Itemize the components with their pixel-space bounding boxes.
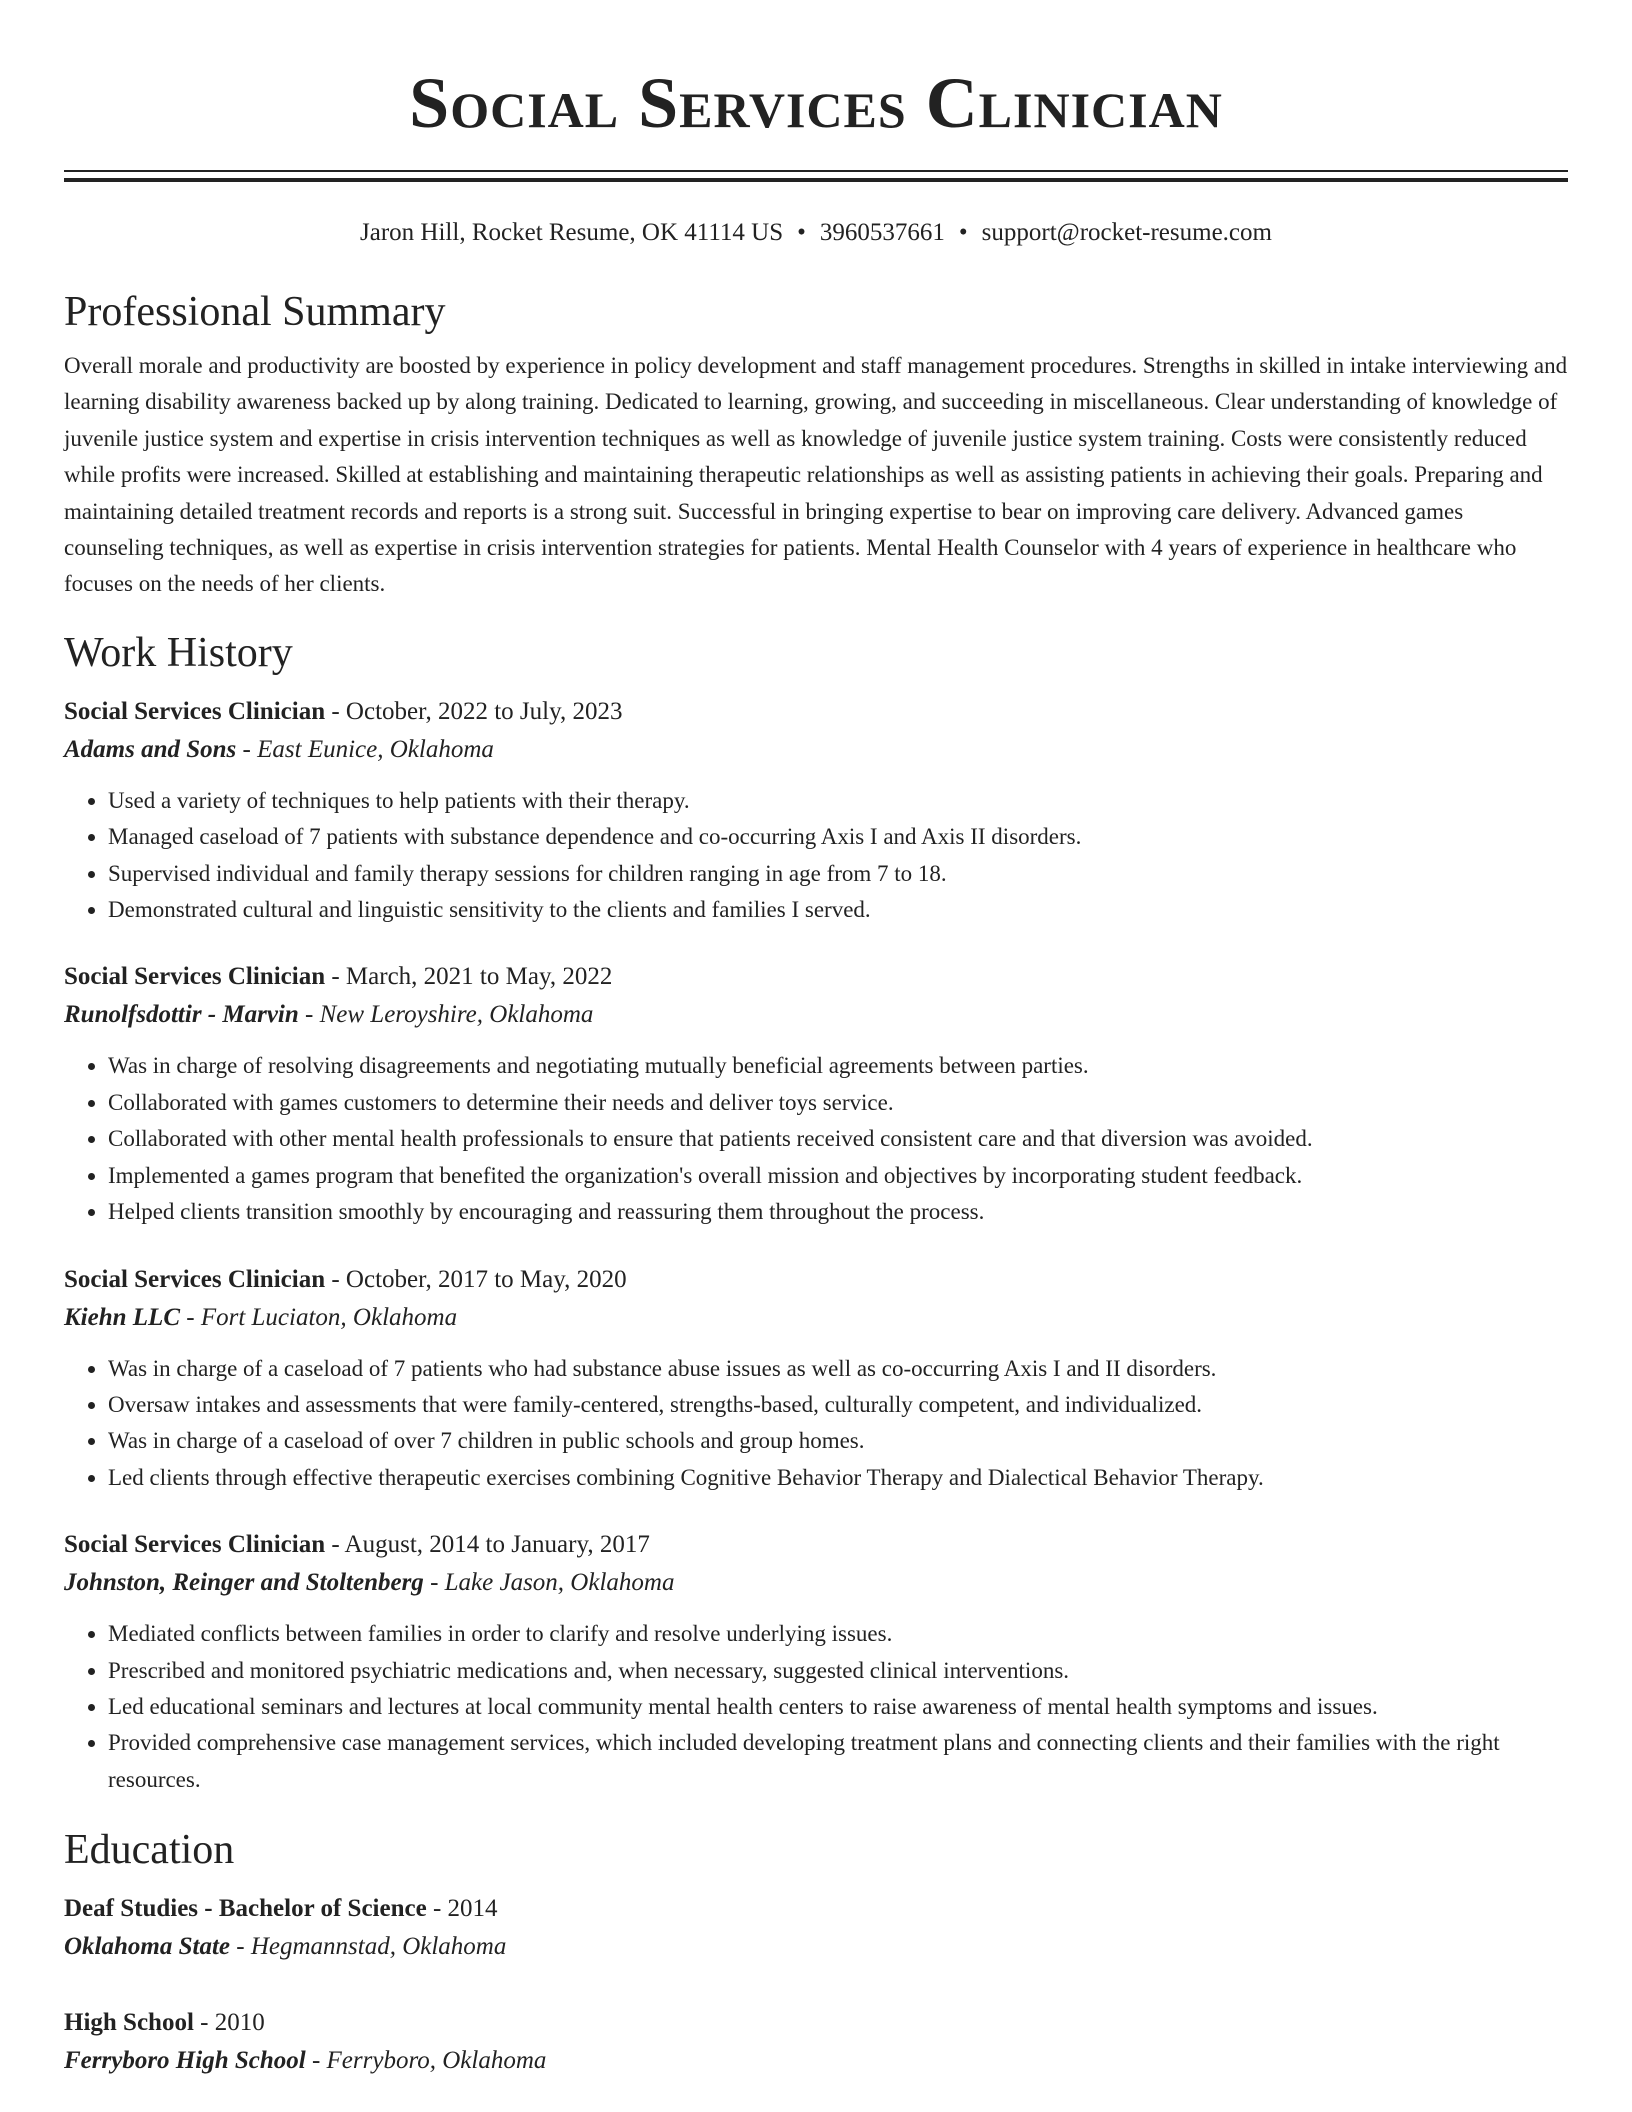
work-history-heading: Work History bbox=[64, 629, 293, 676]
job-bullet: • Collaborated with other mental health professionals to ensure that patients received consistent care and that diversion was avoided. bbox=[108, 1121, 1568, 1157]
contact-separator: • bbox=[958, 219, 968, 246]
job-title-line bbox=[64, 1261, 1568, 1299]
degree-line bbox=[64, 2004, 1568, 2042]
contact-line bbox=[64, 216, 1568, 250]
job-bullet: • Collaborated with games customers to determine their needs and deliver toys service. bbox=[108, 1085, 1568, 1121]
job-location: - East Eunice, Oklahoma bbox=[236, 735, 494, 763]
job-bullet: • Provided comprehensive case management services, which included developing treatment plans and connecting clients and their families with the right resources. bbox=[108, 1725, 1568, 1798]
degree-year: - 2014 bbox=[426, 1895, 498, 1923]
job-title-line bbox=[64, 693, 1568, 731]
degree-year: - 2010 bbox=[193, 2009, 265, 2037]
job-bullet: • Was in charge of resolving disagreements and negotiating mutually beneficial agreements between parties. bbox=[108, 1048, 1568, 1084]
summary-text: Overall morale and productivity are boosted by experience in policy development and staff management procedures. Strengths in skilled in intake interviewing and learning disability awareness backed up by along training. Dedicated to learning, growing, and succeeding in miscellaneous. Clear understanding of knowledge of juvenile justice system and expertise in crisis intervention techniques as well as knowledge of juvenile justice system training. Costs were consistently reduced while profits were increased. Skilled at establishing and maintaining therapeutic relationships as well as assisting patients in achieving their goals. Preparing and maintaining detailed treatment records and reports is a strong suit. Successful in bringing expertise to bear on improving care delivery. Advanced games counseling techniques, as well as expertise in crisis intervention strategies for patients. Mental Health Counselor with 4 years of experience in healthcare who focuses on the needs of her clients. bbox=[64, 353, 1568, 597]
contact-phone: 3960537661 bbox=[819, 219, 945, 246]
job-entry bbox=[64, 1261, 1568, 1497]
job-title-line bbox=[64, 1526, 1568, 1564]
job-dates: - October, 2017 to May, 2020 bbox=[325, 1265, 627, 1293]
contact-separator: • bbox=[797, 219, 806, 246]
job-bullets bbox=[64, 783, 1568, 929]
title-divider bbox=[64, 170, 1568, 182]
job-title: Social Services Clinician bbox=[64, 697, 326, 725]
job-bullet: • Demonstrated cultural and linguistic sensitivity to the clients and families I served. bbox=[108, 892, 1568, 928]
job-title: Social Services Clinician bbox=[64, 1531, 326, 1559]
school-line bbox=[64, 2042, 1568, 2080]
school-location: - Ferryboro, Oklahoma bbox=[305, 2047, 547, 2075]
job-location: - New Leroyshire, Oklahoma bbox=[298, 1001, 594, 1029]
job-bullet: • Supervised individual and family therapy sessions for children ranging in age from 7 to 18. bbox=[108, 856, 1568, 892]
job-bullet: • Oversaw intakes and assessments that were family-centered, strengths-based, culturally competent, and individualized. bbox=[108, 1387, 1568, 1423]
job-location: - Lake Jason, Oklahoma bbox=[423, 1569, 675, 1597]
job-entry bbox=[64, 1526, 1568, 1798]
job-company: Kiehn LLC bbox=[64, 1303, 180, 1331]
job-bullets bbox=[64, 1616, 1568, 1798]
job-bullet: • Mediated conflicts between families in order to clarify and resolve underlying issues. bbox=[108, 1616, 1568, 1652]
degree-name: Deaf Studies - Bachelor of Science bbox=[64, 1895, 427, 1923]
job-company: Runolfsdottir - Marvin bbox=[64, 1001, 299, 1029]
job-title: Social Services Clinician bbox=[64, 963, 326, 991]
job-company-line bbox=[64, 731, 1568, 769]
education-entry bbox=[64, 1890, 1568, 1966]
job-bullet: • Led clients through effective therapeutic exercises combining Cognitive Behavior Therapy and Dialectical Behavior Therapy. bbox=[108, 1460, 1568, 1496]
job-entry bbox=[64, 693, 1568, 929]
education-heading: Education bbox=[64, 1827, 235, 1874]
job-company-line bbox=[64, 996, 1568, 1034]
job-dates: - August, 2014 to January, 2017 bbox=[325, 1531, 650, 1559]
education-entry bbox=[64, 2004, 1568, 2080]
job-title-line bbox=[64, 958, 1568, 996]
job-entry bbox=[64, 958, 1568, 1230]
job-company: Johnston, Reinger and Stoltenberg bbox=[64, 1569, 424, 1597]
school-name: Ferryboro High School bbox=[64, 2047, 306, 2075]
job-bullet: • Prescribed and monitored psychiatric medications and, when necessary, suggested clinical interventions. bbox=[108, 1653, 1568, 1689]
job-bullet: • Was in charge of a caseload of over 7 children in public schools and group homes. bbox=[108, 1423, 1568, 1459]
school-line bbox=[64, 1928, 1568, 1966]
school-location: - Hegmannstad, Oklahoma bbox=[230, 1933, 507, 1961]
job-company-line bbox=[64, 1299, 1568, 1337]
summary-heading: Professional Summary bbox=[64, 289, 446, 335]
job-company-line bbox=[64, 1564, 1568, 1602]
school-name: Oklahoma State bbox=[64, 1933, 230, 1961]
job-bullets bbox=[64, 1048, 1568, 1230]
job-location: - Fort Luciaton, Oklahoma bbox=[180, 1303, 458, 1331]
degree-name: High School bbox=[64, 2009, 194, 2037]
degree-line bbox=[64, 1890, 1568, 1928]
resume-page bbox=[64, 0, 1568, 2080]
contact-email: support@rocket-resume.com bbox=[981, 219, 1272, 246]
job-bullet: • Helped clients transition smoothly by encouraging and reassuring them throughout the process. bbox=[108, 1194, 1568, 1230]
contact-address: Jaron Hill, Rocket Resume, OK 41114 US bbox=[360, 219, 784, 246]
job-dates: - March, 2021 to May, 2022 bbox=[325, 963, 613, 991]
job-bullet: • Led educational seminars and lectures at local community mental health centers to raise awareness of mental health symptoms and issues. bbox=[108, 1689, 1568, 1725]
resume-title: Social Services Clinician bbox=[409, 63, 1223, 143]
job-bullet: • Implemented a games program that benefited the organization's overall mission and objectives by incorporating student feedback. bbox=[108, 1158, 1568, 1194]
job-dates: - October, 2022 to July, 2023 bbox=[325, 697, 623, 725]
job-company: Adams and Sons bbox=[64, 735, 237, 763]
job-bullet: • Was in charge of a caseload of 7 patients who had substance abuse issues as well as co-occurring Axis I and II disorders. bbox=[108, 1351, 1568, 1387]
job-bullets bbox=[64, 1351, 1568, 1497]
job-title: Social Services Clinician bbox=[64, 1265, 326, 1293]
job-bullet: • Managed caseload of 7 patients with substance dependence and co-occurring Axis I and Axis II disorders. bbox=[108, 819, 1568, 855]
job-bullet: • Used a variety of techniques to help patients with their therapy. bbox=[108, 783, 1568, 819]
